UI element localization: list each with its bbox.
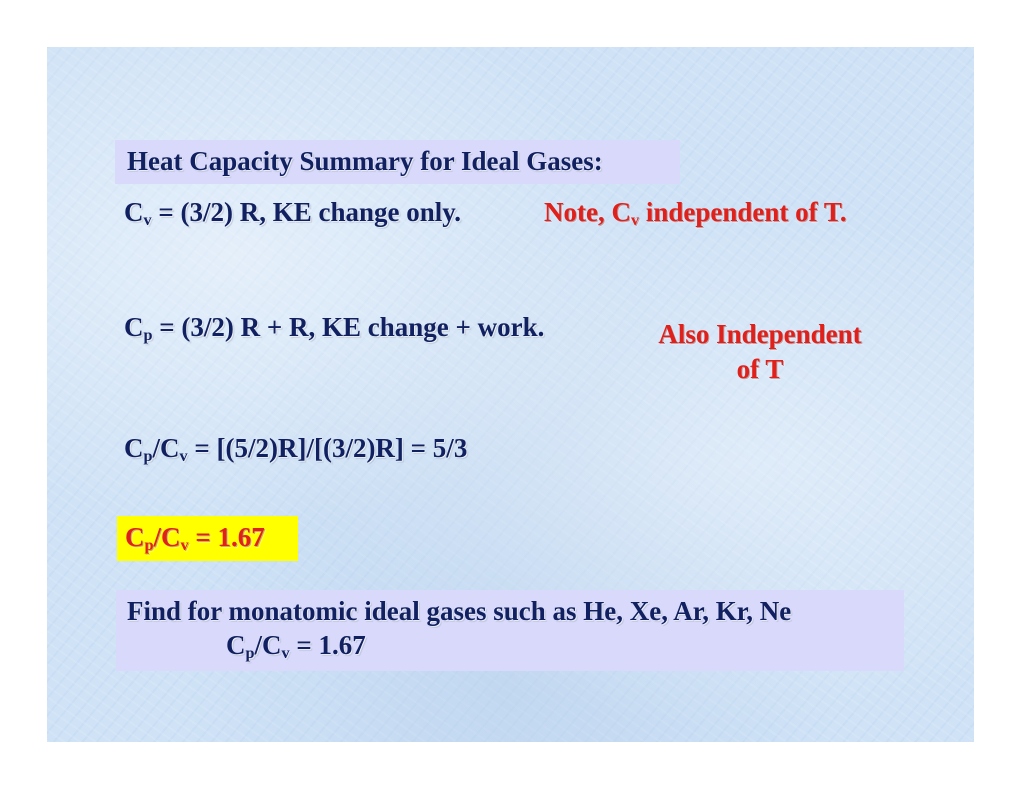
find-cv-symbol: /C (254, 629, 282, 660)
cp-note-line1: Also Independent (658, 319, 862, 349)
cp-subscript: p (143, 326, 153, 345)
cv-equation-text: = (3/2) R, KE change only. (151, 197, 461, 227)
cv-note-suffix: independent of T. (639, 197, 847, 227)
ratio-cv-symbol: /C (152, 433, 180, 463)
cp-equation-text: = (3/2) R + R, KE change + work. (152, 312, 545, 342)
find-cp-symbol: C (226, 629, 246, 660)
cv-equation (124, 197, 461, 228)
find-ratio-text: = 1.67 (289, 629, 366, 660)
cv-note-prefix: Note, C (544, 197, 631, 227)
ratio-cp-subscript: p (143, 447, 153, 466)
ratio-equation (124, 433, 467, 464)
cv-note-subscript: v (630, 211, 640, 230)
monatomic-gases-text: Find for monatomic ideal gases such as He, Xe, Ar, Kr, Ne (127, 596, 792, 626)
value-cp-symbol: C (125, 522, 145, 552)
ratio-value-highlight (117, 516, 298, 561)
cp-symbol: C (124, 312, 144, 342)
cp-note-line2: of T (736, 354, 784, 385)
monatomic-ratio (127, 629, 904, 663)
value-cv-subscript: v (180, 536, 189, 555)
ratio-cp-symbol: C (124, 433, 144, 463)
cp-note (634, 317, 886, 387)
ratio-cv-subscript: v (179, 447, 188, 466)
slide-title-text: Heat Capacity Summary for Ideal Gases: (127, 146, 603, 176)
cp-equation (124, 312, 544, 343)
cv-subscript: v (143, 211, 152, 230)
ratio-equation-text: = [(5/2)R]/[(3/2)R] = 5/3 (187, 433, 468, 463)
slide-title (115, 140, 680, 184)
cv-symbol: C (124, 197, 144, 227)
find-cv-subscript: v (281, 643, 290, 662)
cv-note (544, 197, 847, 228)
find-cp-subscript: p (245, 643, 255, 662)
monatomic-gases-box (116, 590, 904, 671)
value-cp-subscript: p (144, 536, 154, 555)
value-cv-symbol: /C (153, 522, 181, 552)
value-text: = 1.67 (188, 522, 265, 552)
